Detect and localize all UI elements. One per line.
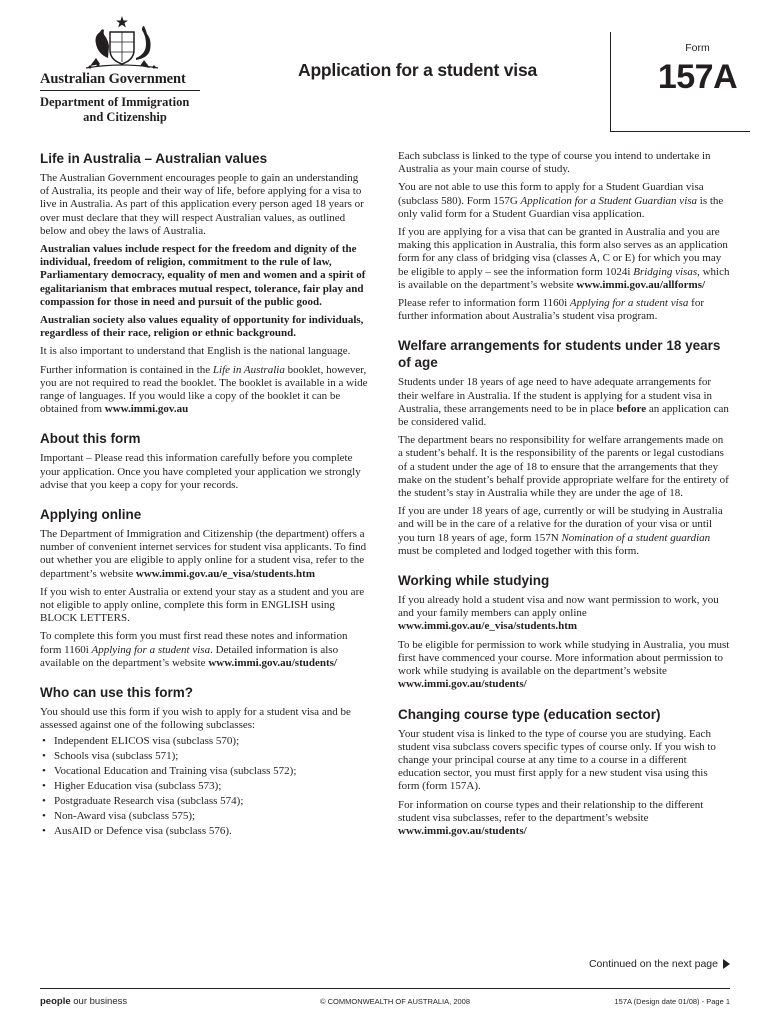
values-paragraph-4: It is also important to understand that English is the national language. xyxy=(40,345,351,358)
guardian-paragraph xyxy=(398,181,730,221)
text-run: If you are applying for a visa that can be granted in Australia and you are making this application in Australia, this form also serves as an application form for any class of bridging visa (classes A, C or E) for which you may be eligible to apply – see the information form 1024i xyxy=(398,226,728,278)
copyright-notice: © COMMONWEALTH OF AUSTRALIA, 2008 xyxy=(320,997,470,1006)
text-run: You are not able to use this form to apply for a Student Guardian visa (subclass 580). Form 157G xyxy=(398,181,704,207)
list-item: • AusAID or Defence visa (subclass 576). xyxy=(40,824,370,839)
right-column xyxy=(398,150,730,843)
list-item: • Higher Education visa (subclass 573); xyxy=(40,779,370,794)
course-section xyxy=(398,706,730,839)
online-paragraph-3 xyxy=(40,630,370,670)
list-item: • Non-Award visa (subclass 575); xyxy=(40,809,370,824)
values-paragraph-5 xyxy=(40,364,370,417)
evisa-students-link[interactable]: www.immi.gov.au/e_visa/students.htm xyxy=(135,567,315,580)
form-number: 157A xyxy=(657,58,738,96)
booklet-title: Life in Australia xyxy=(212,363,285,376)
about-section xyxy=(40,430,370,492)
text-run: Further information is contained in the xyxy=(40,363,213,376)
arrow-right-icon xyxy=(723,959,730,969)
form-title: Bridging visas xyxy=(633,265,698,278)
form-id-box xyxy=(610,32,750,132)
government-name: Australian Government xyxy=(40,71,186,87)
welfare-paragraph-1 xyxy=(398,376,730,429)
refer-paragraph xyxy=(398,297,730,323)
tagline-strong: people xyxy=(40,996,71,1007)
course-paragraph-2 xyxy=(398,799,730,839)
students-website-link[interactable]: www.immi.gov.au/students/ xyxy=(398,678,527,691)
text-run: . Detailed information is also available on the department’s website xyxy=(40,643,339,669)
text-run: an application can be considered valid. xyxy=(398,402,729,429)
text-run: To complete this form you must first read these notes and information form 1160i xyxy=(40,630,348,656)
form-title: Nomination of a student guardian xyxy=(561,531,711,544)
allforms-link[interactable]: www.immi.gov.au/allforms/ xyxy=(576,278,706,291)
subclass-paragraph: Each subclass is linked to the type of course you intend to undertake in Australia as your main course of study. xyxy=(398,150,711,176)
welfare-paragraph-3 xyxy=(398,505,730,558)
text-run: To be eligible for permission to work while studying in Australia, you must first have commenced your course. More information about permission to work while studying is available on the department’s website xyxy=(398,638,730,678)
text-run: Please refer to information form 1160i xyxy=(398,297,570,310)
tagline-rest: our business xyxy=(70,996,128,1007)
online-heading: Applying online xyxy=(40,507,142,523)
welfare-paragraph-2: The department bears no responsibility for welfare arrangements made on a student’s behalf. It is the responsibility of the parents or legal custodians of a student under the age of 18 to ensure that the arrangements that they make on the student’s behalf provide appropriate welfare for the entirety of the student’s stay in Australia while they are under the age of 18. xyxy=(398,434,729,500)
emphasis: before xyxy=(616,402,647,415)
values-paragraph-2: Australian values include respect for the freedom and dignity of the individual, freedom of religion, commitment to the rule of law, Parliamentary democracy, equality of men and women and a spirit of egalitarianism that embraces mutual respect, tolerance, fair play and compassion for those in need and pursuit of the public good. xyxy=(40,243,366,308)
list-item: • Schools visa (subclass 571); xyxy=(40,749,370,764)
text-run: If you already hold a student visa and now want permission to work, you and your family members can apply online xyxy=(398,594,719,620)
form-title: Applying for a student visa xyxy=(569,297,689,310)
text-run: For information on course types and their relationship to the different student visa subclasses, refer to the department’s website xyxy=(398,798,704,824)
welfare-heading: Welfare arrangements for students under 18 years of age xyxy=(398,338,721,371)
about-heading: About this form xyxy=(40,431,141,447)
form-label: Form xyxy=(685,42,710,54)
form-title: Applying for a student visa xyxy=(91,643,211,656)
subclass-list xyxy=(40,734,370,839)
working-paragraph-1 xyxy=(398,594,730,634)
department-line-1: Department of Immigration xyxy=(40,95,190,109)
who-heading: Who can use this form? xyxy=(40,685,194,701)
coat-of-arms-logo xyxy=(76,14,168,72)
text-run: The Department of Immigration and Citizenship (the department) offers a number of convenient internet services for student visa applicants. To find out whether you are eligible to apply online for a student visa, refer to the department’s website xyxy=(40,528,367,580)
working-heading: Working while studying xyxy=(398,573,550,589)
continued-label: Continued on the next page xyxy=(588,958,718,970)
continued-note xyxy=(589,958,730,970)
working-section xyxy=(398,572,730,691)
values-section xyxy=(40,150,370,416)
left-column xyxy=(40,150,370,839)
bridging-paragraph xyxy=(398,226,730,292)
text-run: , which is available on the department’s website xyxy=(398,265,730,291)
list-item: • Postgraduate Research visa (subclass 574); xyxy=(40,794,370,809)
online-section xyxy=(40,506,370,670)
working-paragraph-2 xyxy=(398,639,730,692)
list-item: • Vocational Education and Training visa (subclass 572); xyxy=(40,764,370,779)
text-run: booklet, however, you are not required to read the booklet. The booklet is available in a wide range of languages. If you would like a copy of the booklet it can be obtained from xyxy=(40,363,368,416)
page-info: 157A (Design date 01/08) - Page 1 xyxy=(614,997,730,1006)
students-website-link[interactable]: www.immi.gov.au/students/ xyxy=(208,656,337,669)
who-section xyxy=(40,684,370,838)
text-run: is the only valid form for a Student Guardian visa application. xyxy=(398,194,724,220)
department-name xyxy=(40,95,210,125)
page-title: Application for a student visa xyxy=(298,60,538,80)
evisa-students-link[interactable]: www.immi.gov.au/e_visa/students.htm xyxy=(398,620,578,633)
course-heading: Changing course type (education sector) xyxy=(398,706,661,722)
immi-website-link[interactable]: www.immi.gov.au xyxy=(104,403,189,416)
header-divider xyxy=(40,90,200,91)
online-paragraph-1 xyxy=(40,528,370,581)
text-run: for further information about Australia’s student visa program. xyxy=(398,297,704,323)
values-heading: Life in Australia – Australian values xyxy=(40,151,268,166)
form-title: Application for a Student Guardian visa xyxy=(520,194,698,207)
footer-divider xyxy=(40,988,730,989)
who-paragraph: You should use this form if you wish to apply for a student visa and be assessed against one of the following subclasses: xyxy=(40,706,351,732)
footer-tagline xyxy=(40,996,127,1007)
department-line-2: and Citizenship xyxy=(83,110,167,124)
list-item: • Independent ELICOS visa (subclass 570); xyxy=(40,734,370,749)
welfare-section xyxy=(398,337,730,558)
course-paragraph-1: Your student visa is linked to the type of course you are studying. Each student visa subclass covers specific types of course only. If you wish to change your principal course at any time to a course in a different education sector, you must first apply for a new student visa using this form (form 157A). xyxy=(398,727,716,793)
online-paragraph-2: If you wish to enter Australia or extend your stay as a student and you are not eligible to apply online, complete this form in ENGLISH using BLOCK LETTERS. xyxy=(40,585,365,625)
text-run: Students under 18 years of age need to have adequate arrangements for their welfare in Australia. If the student is applying for a student visa in Australia, these arrangements need to be in place xyxy=(398,376,713,415)
text-run: If you are under 18 years of age, currently or will be studying in Australia and will be in the care of a relative for the duration of your visa or until you turn 18 years of age, form 157N xyxy=(398,505,723,544)
values-paragraph-1: The Australian Government encourages people to gain an understanding of Australia, its people and their way of life, before applying for a visa to live in Australia. As part of this application every person aged 18 years or over must declare that they will respect Australian values, as outlined below and obey the laws of Australia. xyxy=(40,172,364,237)
about-paragraph: Important – Please read this information carefully before you complete your application. Once you have completed your application we strongly advise that you keep a copy for your records. xyxy=(40,452,361,491)
students-website-link[interactable]: www.immi.gov.au/students/ xyxy=(398,824,527,837)
values-paragraph-3: Australian society also values equality of opportunity for individuals, regardless of their race, religion or ethnic background. xyxy=(40,314,364,340)
text-run: must be completed and lodged together with this form. xyxy=(398,544,640,557)
